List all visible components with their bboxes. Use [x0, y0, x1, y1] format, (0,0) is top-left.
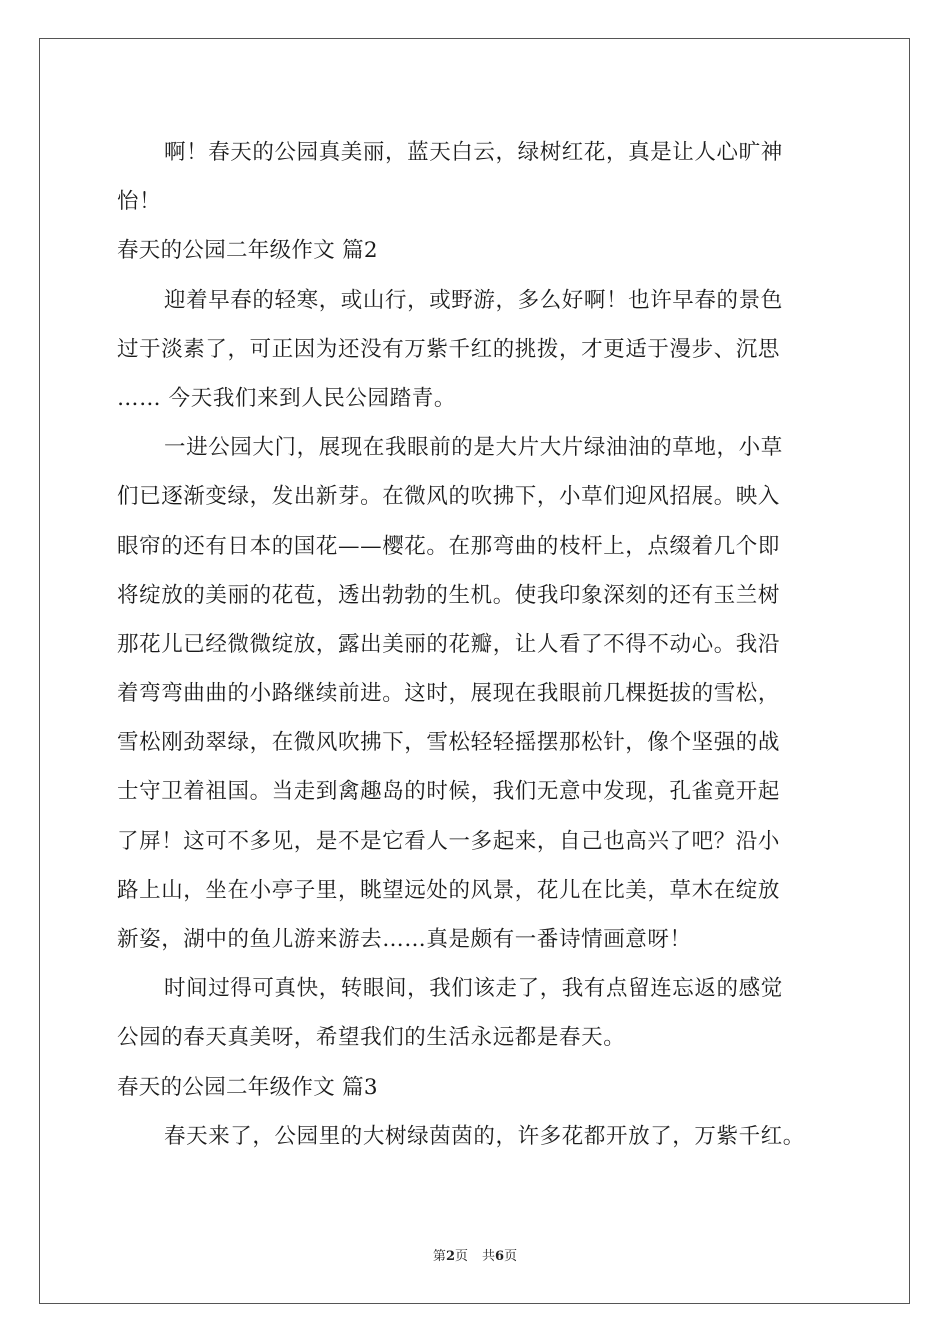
- text-line: 路上山，坐在小亭子里，眺望远处的风景，花儿在比美，草木在绽放: [117, 877, 781, 903]
- text-line: 将绽放的美丽的花苞，透出勃勃的生机。使我印象深刻的还有玉兰树: [117, 582, 781, 608]
- text-line: 一进公园大门，展现在我眼前的是大片大片绿油油的草地，小草: [164, 435, 783, 461]
- text-line: 公园的春天真美呀，希望我们的生活永远都是春天。: [117, 1025, 626, 1051]
- page-suffix: 页: [454, 1249, 468, 1264]
- text-line: 时间过得可真快，转眼间，我们该走了，我有点留连忘返的感觉: [164, 976, 783, 1002]
- text-line: …… 今天我们来到人民公园踏青。: [117, 385, 456, 411]
- text-line: 怡！: [117, 189, 162, 215]
- text-line: 迎着早春的轻寒，或山行，或野游，多么好啊！也许早春的景色: [164, 287, 783, 313]
- total-prefix: 共: [482, 1249, 496, 1264]
- text-line: 眼帘的还有日本的国花——樱花。在那弯曲的枝杆上，点缀着几个即: [117, 533, 781, 559]
- text-line: 了屏！这可不多见，是不是它看人一多起来，自己也高兴了吧？沿小: [117, 828, 781, 854]
- text-line: 们已逐渐变绿，发出新芽。在微风的吹拂下，小草们迎风招展。映入: [117, 484, 781, 510]
- text-line: 那花儿已经微微绽放，露出美丽的花瓣，让人看了不得不动心。我沿: [117, 631, 781, 657]
- text-line: 雪松刚劲翠绿，在微风吹拂下，雪松轻轻摇摆那松针，像个坚强的战: [117, 730, 781, 756]
- text-line: 着弯弯曲曲的小路继续前进。这时，展现在我眼前几棵挺拔的雪松，: [117, 681, 781, 707]
- text-line: 士守卫着祖国。当走到禽趣岛的时候，我们无意中发现，孔雀竟开起: [117, 779, 781, 805]
- page-footer: [0, 1245, 950, 1264]
- total-suffix: 页: [504, 1249, 518, 1264]
- total-pages: 6: [495, 1249, 505, 1264]
- document-body: [117, 128, 857, 1161]
- text-line: 过于淡素了，可正因为还没有万紫千红的挑拨，才更适于漫步、沉思: [117, 336, 781, 362]
- section-heading: 春天的公园二年级作文 篇3: [117, 1074, 378, 1100]
- page-prefix: 第: [432, 1249, 446, 1264]
- text-line: 新姿，湖中的鱼儿游来游去……真是颇有一番诗情画意呀！: [117, 927, 692, 952]
- text-line: 春天来了，公园里的大树绿茵茵的，许多花都开放了，万紫千红。: [164, 1123, 805, 1149]
- page-number: 2: [445, 1249, 455, 1264]
- text-line: 啊！春天的公园真美丽，蓝天白云，绿树红花，真是让人心旷神: [164, 140, 783, 165]
- section-heading: 春天的公园二年级作文 篇2: [117, 238, 378, 264]
